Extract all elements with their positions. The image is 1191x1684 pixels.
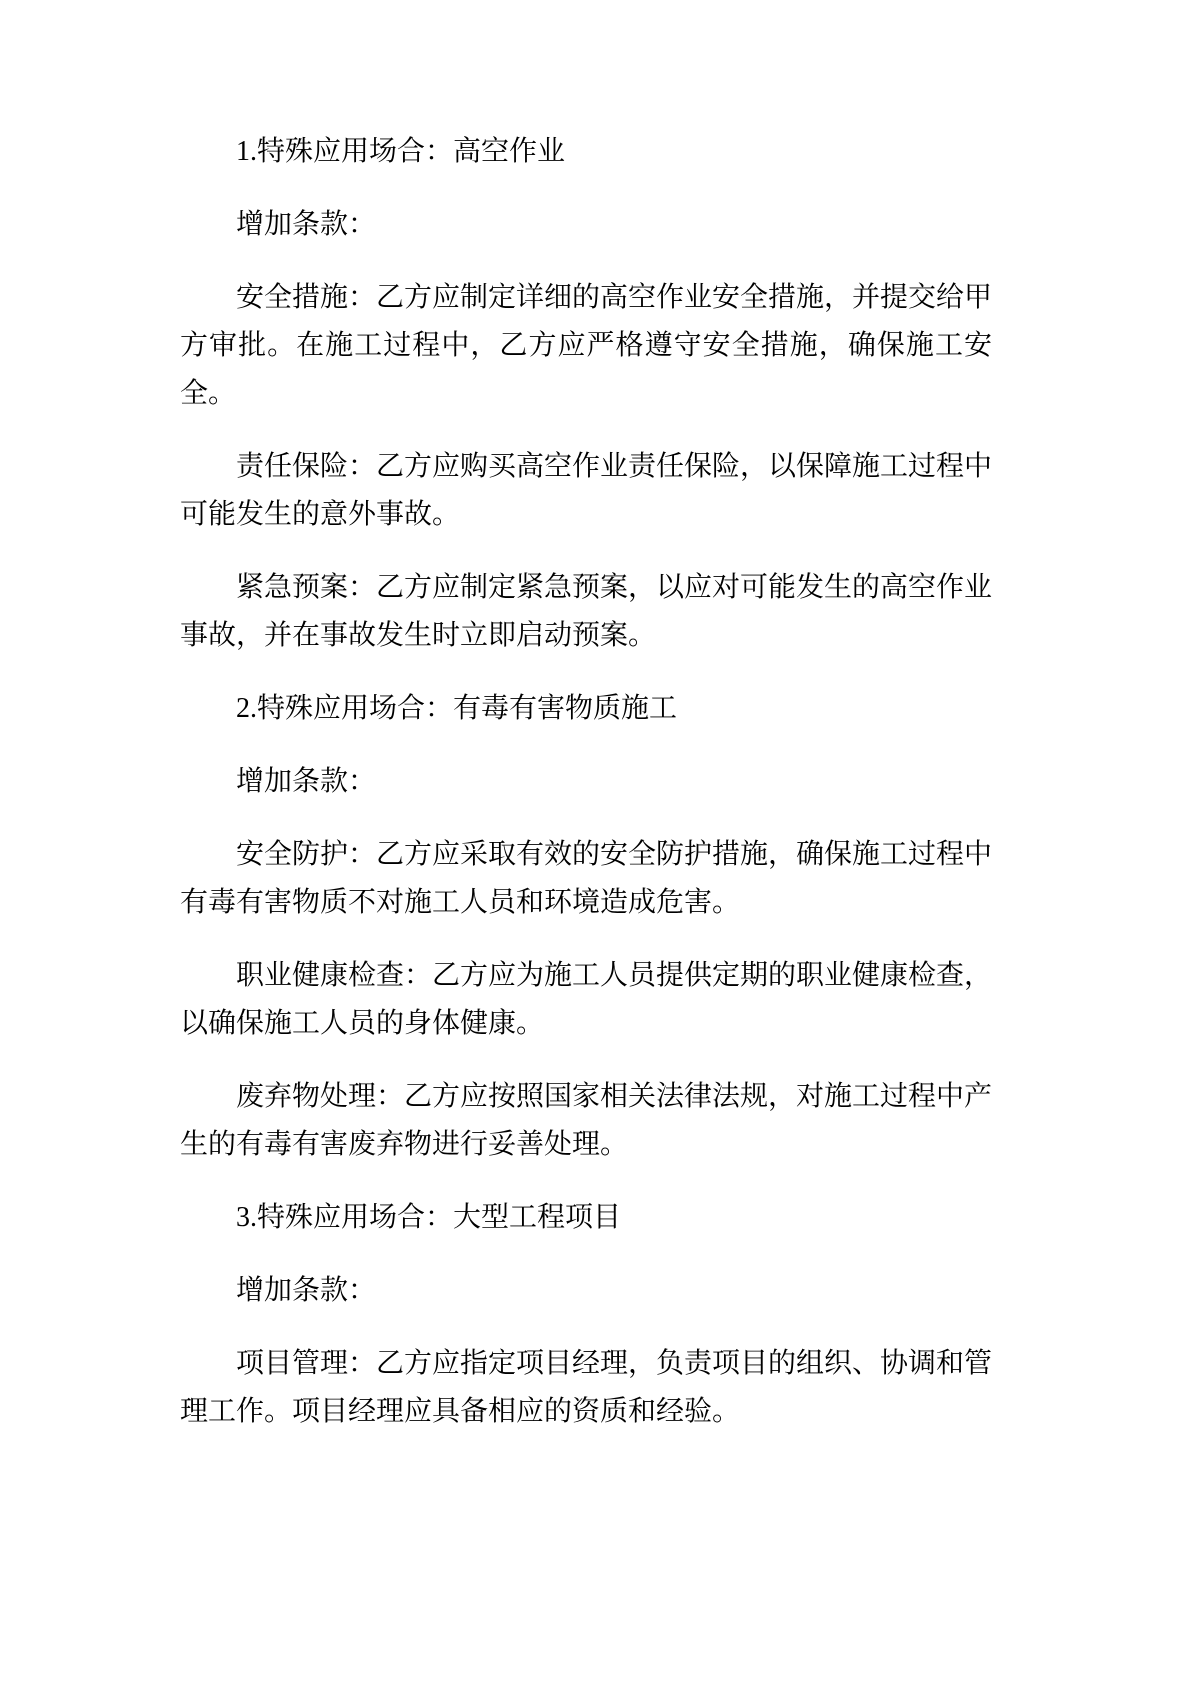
section-1	[180, 128, 992, 660]
section-1-clause-safety-measures: 安全措施：乙方应制定详细的高空作业安全措施，并提交给甲方审批。在施工过程中，乙方应严格遵守安全措施，确保施工安全。	[180, 282, 993, 409]
document-content	[180, 128, 992, 1461]
section-3-clause-project-management: 项目管理：乙方应指定项目经理，负责项目的组织、协调和管理工作。项目经理应具备相应的资质和经验。	[180, 1348, 993, 1427]
section-2-clause-safety-protection: 安全防护：乙方应采取有效的安全防护措施，确保施工过程中有毒有害物质不对施工人员和环境造成危害。	[180, 839, 993, 918]
section-3	[180, 1194, 992, 1436]
section-2-heading: 2.特殊应用场合：有毒有害物质施工	[236, 693, 678, 724]
section-1-clause-emergency-plan: 紧急预案：乙方应制定紧急预案，以应对可能发生的高空作业事故，并在事故发生时立即启动预案。	[180, 572, 993, 651]
section-3-added-terms-label: 增加条款：	[236, 1275, 377, 1306]
section-2	[180, 685, 992, 1169]
section-3-heading: 3.特殊应用场合：大型工程项目	[236, 1202, 622, 1233]
section-1-heading: 1.特殊应用场合：高空作业	[236, 136, 566, 167]
section-2-clause-waste-disposal: 废弃物处理：乙方应按照国家相关法律法规，对施工过程中产生的有毒有害废弃物进行妥善处理。	[180, 1081, 993, 1160]
section-1-added-terms-label: 增加条款：	[236, 209, 377, 240]
section-2-clause-health-checks: 职业健康检查：乙方应为施工人员提供定期的职业健康检查，以确保施工人员的身体健康。	[180, 960, 993, 1039]
section-1-clause-liability-insurance: 责任保险：乙方应购买高空作业责任保险，以保障施工过程中可能发生的意外事故。	[180, 451, 993, 530]
section-2-added-terms-label: 增加条款：	[236, 766, 377, 797]
